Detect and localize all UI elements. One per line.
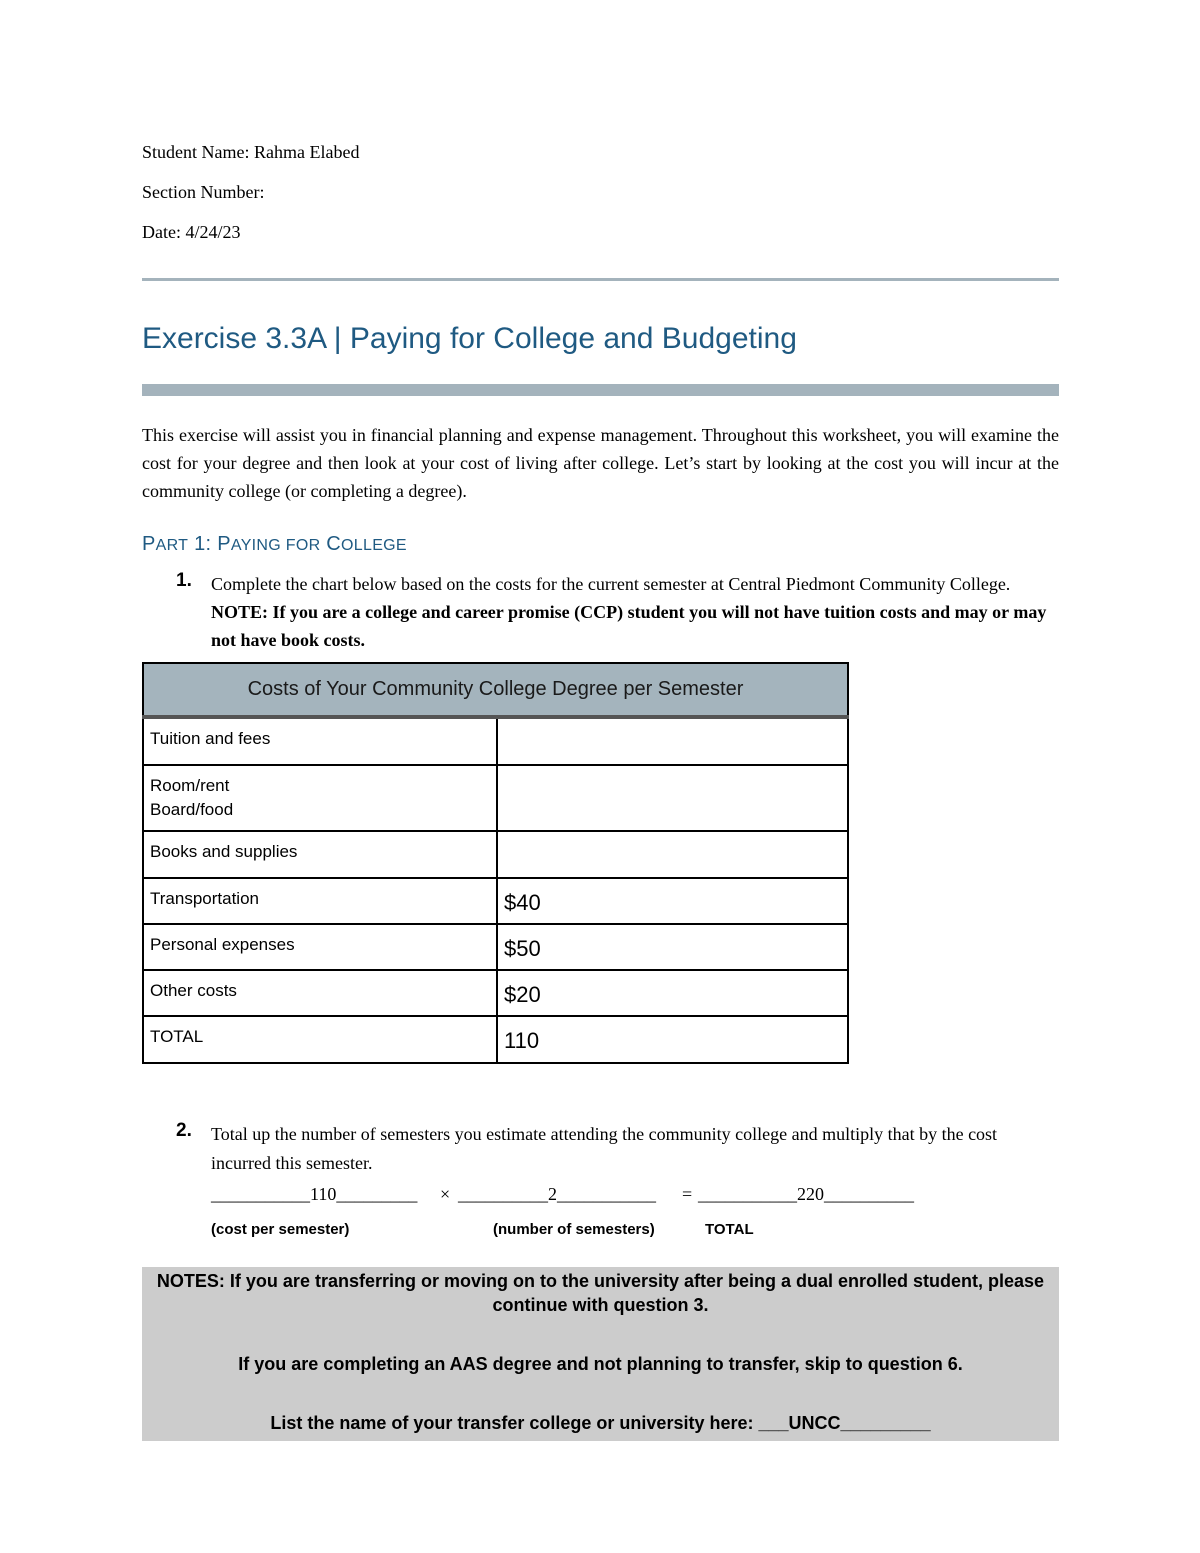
page-title: Exercise 3.3A | Paying for College and Budgeting [142, 322, 797, 355]
question-1-note: NOTE: If you are a college and career promise (CCP) student you will not have tuition costs and may or may not have book costs. [211, 602, 1047, 650]
row-value-room-board[interactable] [497, 765, 848, 831]
row-value-books[interactable] [497, 831, 848, 878]
intro-paragraph: This exercise will assist you in financial planning and expense management. Throughout this worksheet, you will examine the cost for your degree and then look at your cost of living after college. Let’s start by looking at the cost you will incur at the community college (or completing a degree). [142, 425, 1059, 501]
question-1-number: 1. [176, 570, 192, 591]
row-value-total[interactable]: 110 [497, 1016, 848, 1063]
total-field[interactable]: ___________220__________ [698, 1184, 914, 1204]
row-label-room-board [143, 765, 497, 831]
number-of-semesters-label: (number of semesters) [493, 1221, 655, 1238]
row-value-transportation[interactable]: $40 [497, 878, 848, 924]
multiply-sign: × [440, 1184, 451, 1204]
section-number: Section Number: [142, 182, 265, 202]
notes-line-2: continue with question 3. [492, 1295, 709, 1315]
row-value-tuition[interactable] [497, 717, 848, 765]
costs-table-header: Costs of Your Community College Degree per Semester [143, 663, 848, 717]
student-name: Student Name: Rahma Elabed [142, 142, 360, 162]
row-label-other: Other costs [143, 970, 497, 1016]
row-label-personal: Personal expenses [143, 924, 497, 970]
number-of-semesters-field[interactable]: __________2___________ [458, 1184, 656, 1204]
divider-thick [142, 384, 1059, 396]
notes-line-1: NOTES: If you are transferring or moving on to the university after being a dual enrolled student, please [156, 1271, 1045, 1291]
question-2-number: 2. [176, 1120, 192, 1141]
row-value-personal[interactable]: $50 [497, 924, 848, 970]
question-2-text: Total up the number of semesters you estimate attending the community college and multiply that by the cost incurred this semester. [211, 1124, 998, 1173]
equals-sign: = [682, 1184, 693, 1204]
cost-per-semester-field[interactable]: ___________110_________ [211, 1184, 418, 1204]
notes-line-4[interactable]: List the name of your transfer college or university here: ___UNCC_________ [270, 1413, 931, 1433]
part-1-heading: PART 1: PAYING FOR COLLEGE [142, 533, 407, 555]
cost-per-semester-label: (cost per semester) [211, 1221, 350, 1238]
question-1-text: Complete the chart below based on the costs for the current semester at Central Piedmont Community College. NOTE: If you are a college and career promise (CCP) student you will not have tuition costs and may or may not have book costs. [211, 574, 1047, 650]
notes-box [142, 1267, 1059, 1441]
row-label-transportation: Transportation [143, 878, 497, 924]
row-label-books: Books and supplies [143, 831, 497, 878]
costs-table [142, 662, 849, 1064]
notes-line-3: If you are completing an AAS degree and not planning to transfer, skip to question 6. [238, 1354, 963, 1374]
row-label-tuition: Tuition and fees [143, 717, 497, 765]
total-label: TOTAL [705, 1221, 754, 1238]
date: Date: 4/24/23 [142, 222, 241, 242]
divider-thin [142, 278, 1059, 281]
row-label-room: Room/rent [150, 776, 230, 795]
row-label-total: TOTAL [143, 1016, 497, 1063]
row-value-other[interactable]: $20 [497, 970, 848, 1016]
row-label-board: Board/food [150, 800, 234, 819]
